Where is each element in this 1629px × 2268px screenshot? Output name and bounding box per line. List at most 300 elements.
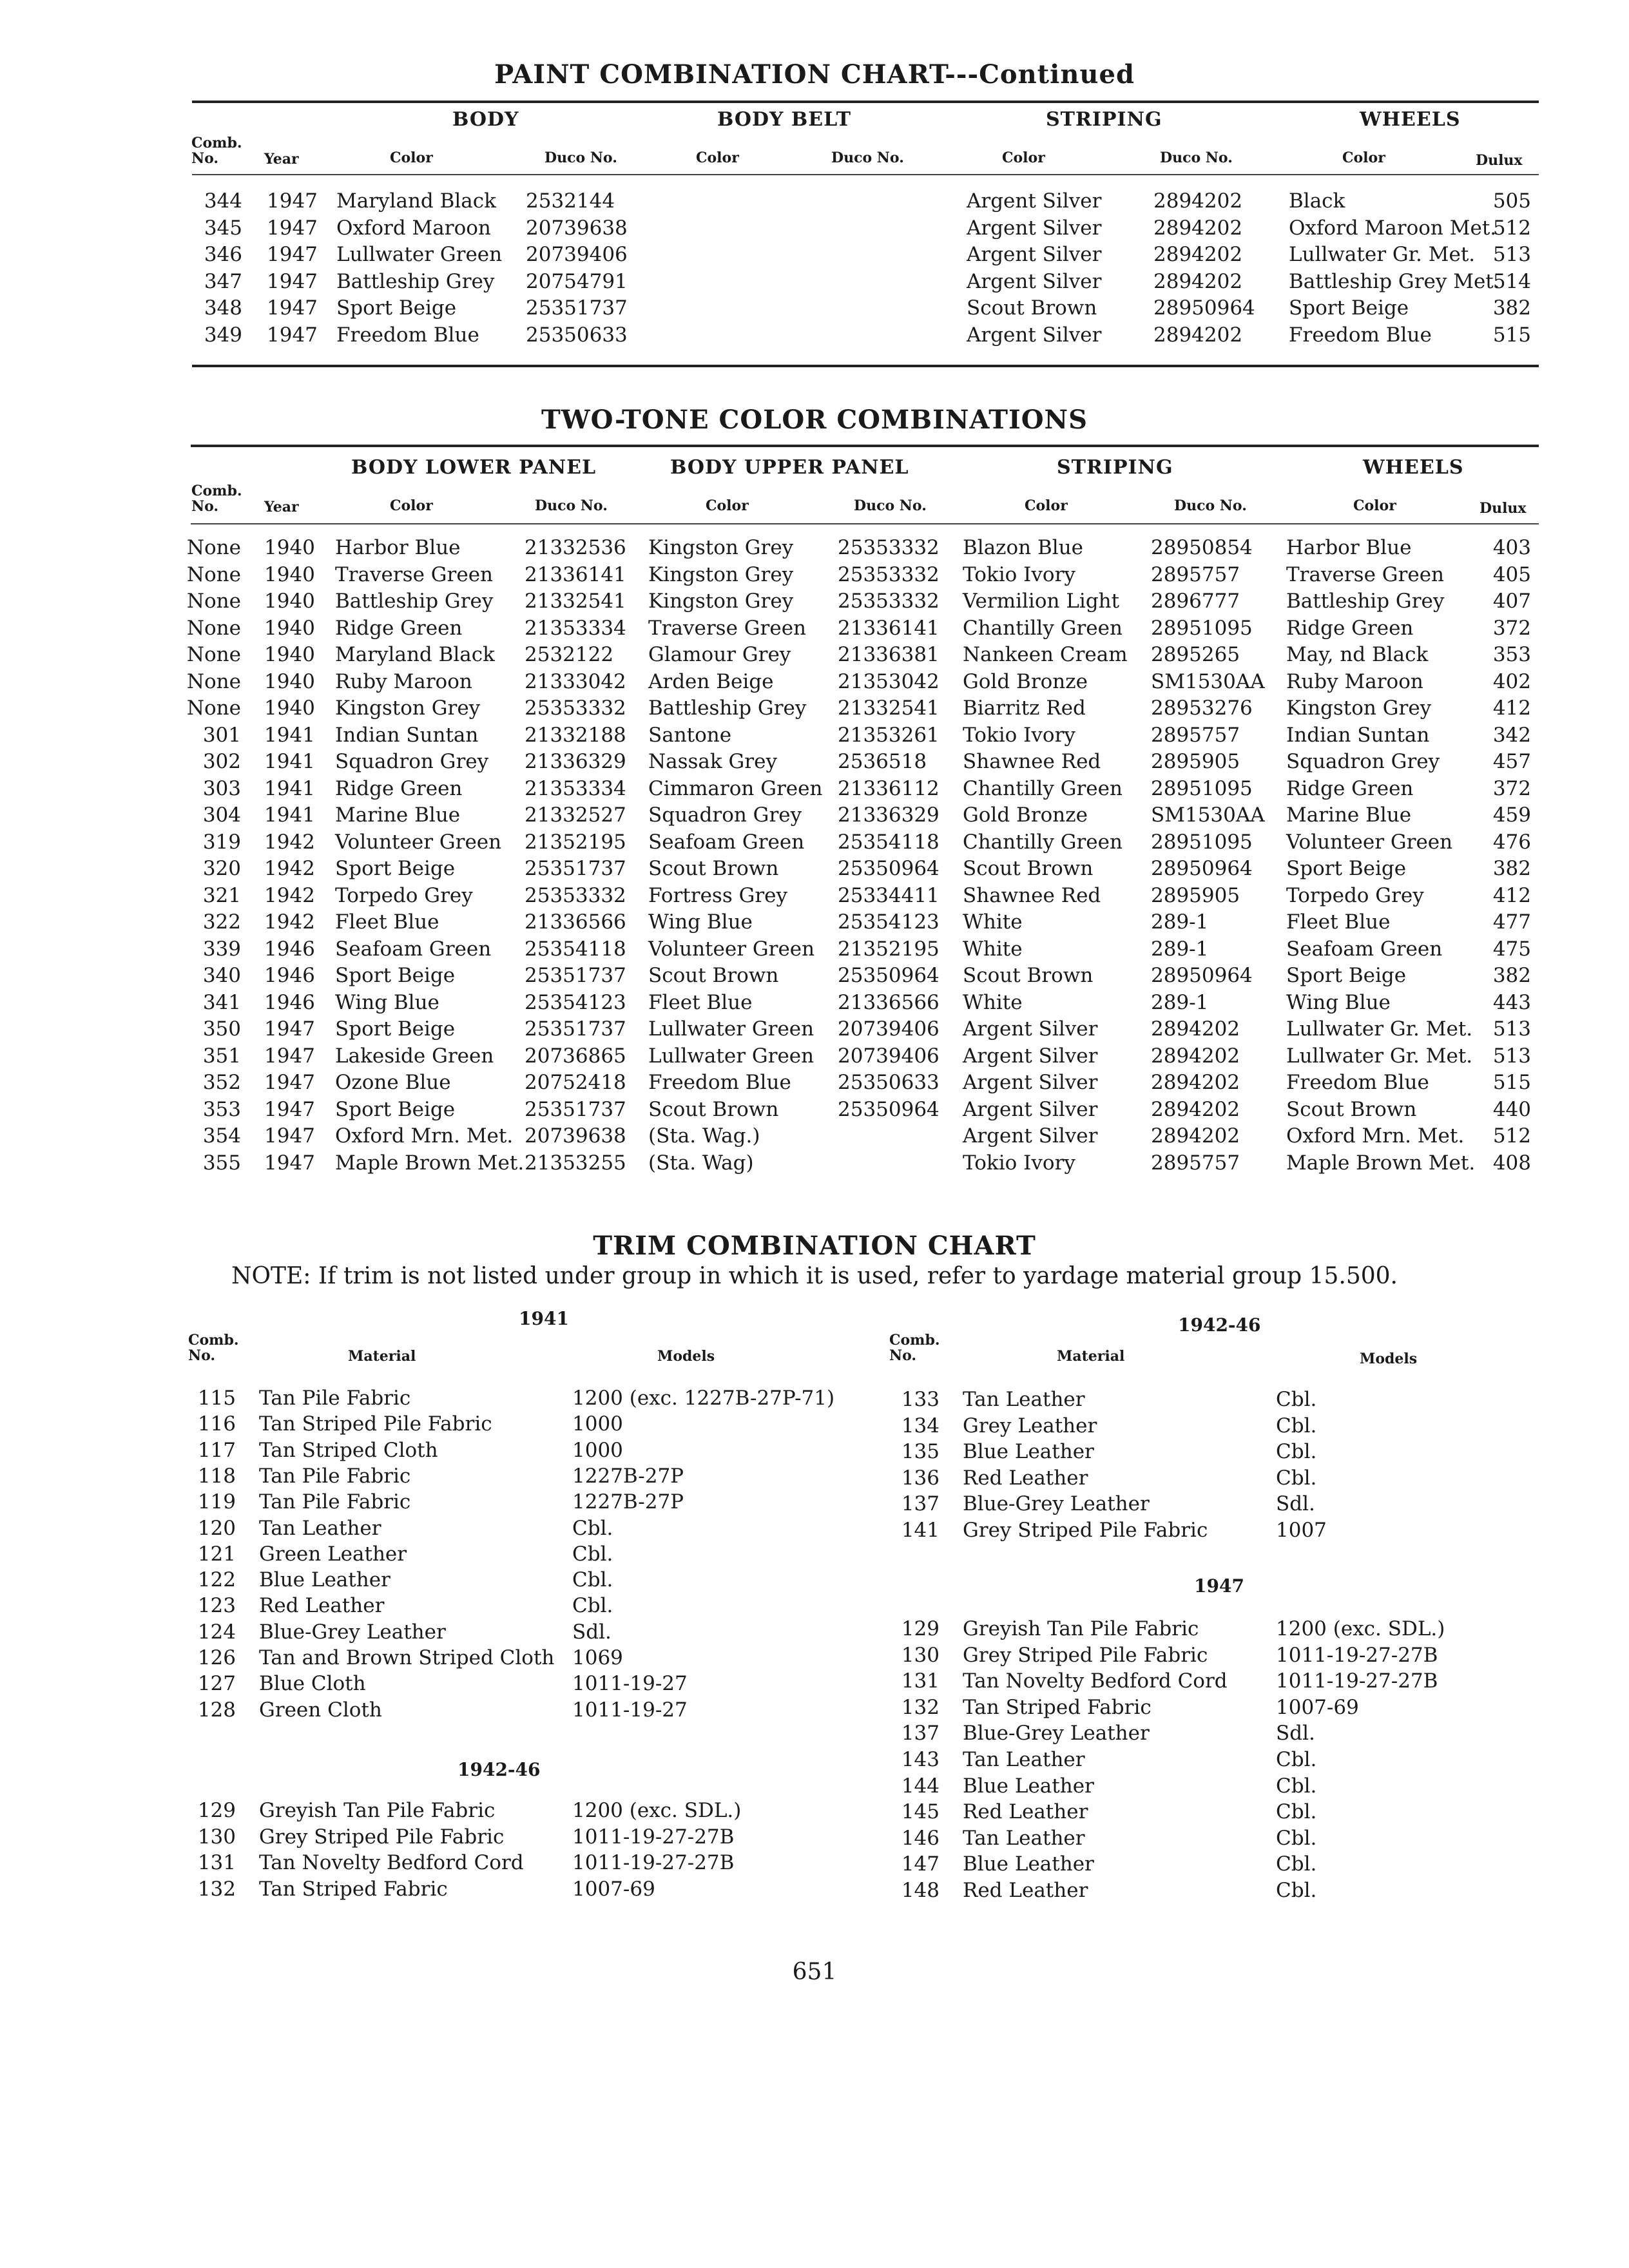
upper-duco-number: 21352195	[838, 937, 940, 961]
upper-duco-number: 25350964	[838, 857, 940, 880]
lower-color: Sport Beige	[335, 1017, 456, 1041]
wheel-color: Ridge Green	[1286, 616, 1414, 640]
models: 1000	[572, 1412, 623, 1436]
striping-duco-number: 2894202	[1153, 269, 1243, 293]
comb-number: 137	[901, 1492, 940, 1515]
upper-color: Volunteer Green	[648, 937, 815, 961]
comb-number: 346	[204, 243, 242, 267]
striping-duco-number: 28951095	[1151, 616, 1253, 640]
wheel-dulux-number: 514	[1492, 269, 1531, 293]
year: 1942	[264, 830, 315, 854]
lower-duco-number: 25353332	[525, 697, 626, 720]
year: 1940	[264, 697, 315, 720]
trim-right-col-material: Material	[1057, 1348, 1125, 1365]
upper-duco-number: 21336566	[838, 990, 940, 1014]
comb-number: 353	[202, 1097, 241, 1121]
comb-number: 354	[202, 1124, 241, 1148]
material: Tan Leather	[963, 1826, 1085, 1850]
trim-row	[0, 1773, 1629, 1800]
material: Blue-Grey Leather	[963, 1492, 1150, 1515]
lower-duco-number: 21353334	[525, 616, 626, 640]
comb-number: 118	[197, 1464, 236, 1488]
lower-duco-number: 21332527	[525, 803, 626, 827]
material: Green Leather	[259, 1542, 407, 1566]
body-duco-number: 20739406	[526, 243, 628, 267]
comb-number: 130	[901, 1643, 940, 1667]
year: 1946	[264, 964, 315, 987]
wheel-color: May, nd Black	[1286, 643, 1429, 666]
upper-color: Seafoam Green	[648, 830, 805, 854]
wheel-dulux-number: 513	[1492, 1017, 1531, 1041]
twotone-table-row	[0, 562, 1629, 588]
upper-duco-number: 21332541	[838, 697, 940, 720]
models: Sdl.	[572, 1620, 612, 1644]
wheel-dulux-number: 457	[1492, 750, 1531, 773]
striping-duco-number: 2895265	[1151, 643, 1240, 666]
comb-number: 119	[197, 1490, 236, 1514]
striping-duco-number: 2894202	[1153, 216, 1243, 240]
trim-row	[0, 1413, 1629, 1439]
lower-duco-number: 21332536	[525, 536, 626, 559]
upper-duco-number: 25353332	[838, 562, 940, 586]
comb-number: 339	[202, 937, 241, 961]
wheel-dulux-number: 476	[1492, 830, 1531, 854]
twotone-table-row	[0, 535, 1629, 561]
body-duco-number: 2532144	[526, 189, 615, 213]
lower-color: Torpedo Grey	[335, 883, 473, 907]
models: 1200 (exc. SDL.)	[572, 1799, 742, 1822]
paint-table-row	[0, 242, 1629, 268]
wheel-dulux-number: 412	[1492, 697, 1531, 720]
striping-color: Vermilion Light	[963, 590, 1120, 613]
wheel-dulux-number: 505	[1492, 189, 1531, 213]
twotone-col-upper-color: Color	[706, 497, 749, 514]
lower-duco-number: 21336566	[525, 910, 626, 934]
upper-color: Kingston Grey	[648, 562, 794, 586]
models: 1011-19-27-27B	[572, 1825, 735, 1849]
twotone-table-row	[0, 856, 1629, 882]
lower-duco-number: 25351737	[525, 1017, 626, 1041]
lower-duco-number: 25354118	[525, 937, 626, 961]
wheel-color: Oxford Mrn. Met.	[1286, 1124, 1465, 1148]
twotone-table-row	[0, 1043, 1629, 1070]
wheel-color: Torpedo Grey	[1286, 883, 1424, 907]
striping-duco-number: 2894202	[1151, 1044, 1240, 1068]
comb-number: 131	[901, 1669, 940, 1693]
models: Cbl.	[1276, 1388, 1317, 1411]
striping-color: Nankeen Cream	[963, 643, 1128, 666]
striping-duco-number: 28953276	[1151, 697, 1253, 720]
upper-color: Battleship Grey	[648, 697, 807, 720]
upper-duco-number: 2536518	[838, 750, 927, 773]
trim-row	[0, 1517, 1629, 1544]
upper-color: Kingston Grey	[648, 536, 794, 559]
wheel-color: Indian Suntan	[1286, 723, 1430, 747]
year: 1941	[264, 776, 315, 800]
paint-table-row	[0, 188, 1629, 215]
twotone-table-row	[0, 642, 1629, 668]
models: 1007-69	[1276, 1695, 1359, 1719]
striping-color: White	[963, 910, 1023, 934]
upper-color: Kingston Grey	[648, 590, 794, 613]
lower-duco-number: 21336141	[525, 562, 626, 586]
trim-row	[0, 1747, 1629, 1773]
twotone-group-striping: STRIPING	[1057, 456, 1173, 479]
comb-number: 148	[901, 1879, 940, 1902]
upper-duco-number: 21353261	[838, 723, 940, 747]
lower-color: Battleship Grey	[335, 590, 494, 613]
models: Cbl.	[1276, 1748, 1317, 1771]
paint-bottom-rule	[192, 365, 1539, 367]
trim-left-col-material: Material	[348, 1348, 416, 1365]
comb-number: 322	[202, 910, 241, 934]
body-duco-number: 25351737	[526, 296, 628, 320]
wheel-dulux-number: 342	[1492, 723, 1531, 747]
lower-duco-number: 25353332	[525, 883, 626, 907]
striping-color: Biarritz Red	[963, 697, 1086, 720]
material: Grey Striped Pile Fabric	[963, 1643, 1208, 1667]
comb-number: 131	[197, 1851, 236, 1874]
striping-duco-number: 28950964	[1151, 964, 1253, 987]
comb-number: 352	[202, 1071, 241, 1094]
wheel-dulux-number: 512	[1492, 1124, 1531, 1148]
lower-color: Sport Beige	[335, 1097, 456, 1121]
striping-duco-number: 28950854	[1151, 536, 1253, 559]
striping-duco-number: 28950964	[1153, 296, 1255, 320]
lower-color: Seafoam Green	[335, 937, 492, 961]
year: 1947	[264, 1044, 315, 1068]
year: 1940	[264, 536, 315, 559]
striping-duco-number: 2894202	[1153, 243, 1243, 267]
models: Cbl.	[1276, 1440, 1317, 1463]
comb-number: 304	[202, 803, 241, 827]
year: 1947	[267, 189, 318, 213]
material: Tan Striped Cloth	[259, 1438, 438, 1462]
comb-number: 137	[901, 1722, 940, 1745]
comb-number: None	[186, 616, 241, 640]
comb-number: 321	[202, 883, 241, 907]
twotone-table-row	[0, 722, 1629, 749]
material: Blue-Grey Leather	[259, 1620, 446, 1644]
striping-color: Chantilly Green	[963, 616, 1123, 640]
models: 1200 (exc. SDL.)	[1276, 1617, 1445, 1640]
striping-color: Scout Brown	[963, 964, 1094, 987]
wheel-dulux-number: 440	[1492, 1097, 1531, 1121]
upper-color: Lullwater Green	[648, 1044, 815, 1068]
trim-row	[0, 1668, 1629, 1695]
striping-duco-number: 289-1	[1151, 910, 1209, 934]
wheel-dulux-number: 382	[1492, 857, 1531, 880]
striping-color: Argent Silver	[963, 1071, 1098, 1094]
material: Tan Leather	[963, 1748, 1085, 1771]
year: 1940	[264, 590, 315, 613]
comb-number: 303	[202, 776, 241, 800]
trim-row	[0, 1387, 1629, 1413]
upper-duco-number: 21336329	[838, 803, 940, 827]
striping-color: Argent Silver	[967, 189, 1102, 213]
paint-col-body-color: Color	[390, 149, 433, 166]
lower-duco-number: 21353334	[525, 776, 626, 800]
trim-right-col-comb: Comb. No.	[889, 1332, 940, 1364]
year: 1946	[264, 990, 315, 1014]
striping-duco-number: 2894202	[1151, 1097, 1240, 1121]
lower-duco-number: 21332541	[525, 590, 626, 613]
paint-top-rule	[192, 101, 1539, 103]
comb-number: 128	[197, 1698, 236, 1722]
comb-number: None	[186, 562, 241, 586]
paint-chart-title: PAINT COMBINATION CHART---Continued	[494, 59, 1135, 90]
wheel-dulux-number: 403	[1492, 536, 1531, 559]
twotone-table-row	[0, 883, 1629, 909]
comb-number: 143	[901, 1748, 940, 1771]
body-color: Battleship Grey	[336, 269, 495, 293]
lower-duco-number: 25351737	[525, 857, 626, 880]
twotone-table-row	[0, 1097, 1629, 1123]
striping-duco-number: 28951095	[1151, 776, 1253, 800]
comb-number: 351	[202, 1044, 241, 1068]
material: Blue Leather	[963, 1440, 1094, 1463]
material: Tan Leather	[259, 1516, 381, 1540]
year: 1940	[264, 616, 315, 640]
models: Sdl.	[1276, 1492, 1315, 1515]
trim-row	[0, 1616, 1629, 1642]
lower-duco-number: 20739638	[525, 1124, 626, 1148]
material: Tan Striped Fabric	[963, 1695, 1152, 1719]
comb-number: 355	[202, 1151, 241, 1175]
striping-color: Scout Brown	[963, 857, 1094, 880]
body-duco-number: 20739638	[526, 216, 628, 240]
material: Grey Leather	[963, 1414, 1097, 1437]
wheel-dulux-number: 443	[1492, 990, 1531, 1014]
body-color: Sport Beige	[336, 296, 457, 320]
striping-duco-number: 2895905	[1151, 883, 1240, 907]
material: Red Leather	[259, 1594, 385, 1618]
striping-duco-number: 2895757	[1151, 1151, 1240, 1175]
wheel-dulux-number: 412	[1492, 883, 1531, 907]
striping-color: Tokio Ivory	[963, 723, 1075, 747]
striping-color: Gold Bronze	[963, 669, 1088, 693]
year: 1941	[264, 750, 315, 773]
striping-color: Argent Silver	[963, 1044, 1098, 1068]
upper-duco-number: 25353332	[838, 590, 940, 613]
lower-color: Indian Suntan	[335, 723, 479, 747]
year: 1947	[267, 296, 318, 320]
striping-duco-number: 2895757	[1151, 723, 1240, 747]
trim-left-col-models: Models	[657, 1348, 715, 1365]
material: Tan Pile Fabric	[259, 1464, 411, 1488]
models: Cbl.	[1276, 1466, 1317, 1490]
comb-number: 127	[197, 1672, 236, 1696]
paint-col-wheel-color: Color	[1342, 149, 1385, 166]
material: Tan Striped Pile Fabric	[259, 1412, 492, 1436]
comb-number: 340	[202, 964, 241, 987]
models: 1007-69	[572, 1877, 655, 1901]
comb-number: 145	[901, 1800, 940, 1824]
models: 1011-19-27-27B	[572, 1851, 735, 1874]
lower-duco-number: 21333042	[525, 669, 626, 693]
models: 1069	[572, 1646, 623, 1669]
comb-number: 147	[901, 1852, 940, 1876]
upper-duco-number: 25353332	[838, 536, 940, 559]
wheel-color: Sport Beige	[1286, 857, 1407, 880]
lower-duco-number: 21352195	[525, 830, 626, 854]
year: 1947	[267, 323, 318, 347]
year: 1947	[264, 1017, 315, 1041]
page-number: 651	[792, 1959, 837, 1985]
lower-color: Maryland Black	[335, 643, 495, 666]
striping-color: Chantilly Green	[963, 776, 1123, 800]
trim-left-group-1941: 1941	[519, 1308, 569, 1329]
trim-row	[0, 1541, 1629, 1568]
wheel-color: Lullwater Gr. Met.	[1289, 243, 1476, 267]
lower-duco-number: 20752418	[525, 1071, 626, 1094]
wheel-color: Harbor Blue	[1286, 536, 1412, 559]
upper-duco-number: 21336381	[838, 643, 940, 666]
striping-color: Argent Silver	[967, 323, 1102, 347]
models: 1200 (exc. 1227B-27P-71)	[572, 1387, 835, 1410]
comb-number: None	[186, 536, 241, 559]
trim-row	[0, 1439, 1629, 1465]
wheel-color: Wing Blue	[1286, 990, 1391, 1014]
wheel-color: Marine Blue	[1286, 803, 1412, 827]
wheel-color: Ridge Green	[1286, 776, 1414, 800]
twotone-col-lower-duco: Duco No.	[535, 497, 608, 514]
material: Tan Novelty Bedford Cord	[963, 1669, 1228, 1693]
upper-color: Scout Brown	[648, 857, 779, 880]
trim-row	[0, 1491, 1629, 1517]
wheel-color: Battleship Grey Met.	[1289, 269, 1500, 293]
lower-color: Ozone Blue	[335, 1071, 451, 1094]
striping-color: White	[963, 990, 1023, 1014]
trim-row	[0, 1799, 1629, 1825]
wheel-dulux-number: 512	[1492, 216, 1531, 240]
material: Blue Cloth	[259, 1672, 366, 1696]
models: 1011-19-27-27B	[1276, 1669, 1438, 1693]
upper-duco-number: 25350633	[838, 1071, 940, 1094]
wheel-color: Squadron Grey	[1286, 750, 1440, 773]
wheel-dulux-number: 402	[1492, 669, 1531, 693]
upper-color: Fleet Blue	[648, 990, 753, 1014]
striping-duco-number: 2895757	[1151, 562, 1240, 586]
upper-duco-number: 25334411	[838, 883, 940, 907]
year: 1947	[267, 243, 318, 267]
lower-duco-number: 21336329	[525, 750, 626, 773]
models: Cbl.	[1276, 1852, 1317, 1876]
twotone-top-rule	[191, 445, 1539, 447]
material: Blue Leather	[963, 1852, 1094, 1876]
lower-duco-number: 20736865	[525, 1044, 626, 1068]
twotone-table-row	[0, 695, 1629, 722]
trim-row	[0, 1878, 1629, 1904]
material: Greyish Tan Pile Fabric	[259, 1799, 496, 1822]
wheel-dulux-number: 405	[1492, 562, 1531, 586]
lower-color: Traverse Green	[335, 562, 494, 586]
paint-col-belt-duco: Duco No.	[831, 149, 904, 166]
material: Tan and Brown Striped Cloth	[259, 1646, 555, 1669]
trim-row	[0, 1851, 1629, 1878]
upper-color: Scout Brown	[648, 1097, 779, 1121]
year: 1941	[264, 803, 315, 827]
striping-duco-number: 2894202	[1153, 189, 1243, 213]
comb-number: 120	[197, 1516, 236, 1540]
lower-color: Wing Blue	[335, 990, 439, 1014]
models: Cbl.	[572, 1516, 613, 1540]
striping-color: Tokio Ivory	[963, 1151, 1075, 1175]
material: Tan Leather	[963, 1388, 1085, 1411]
wheel-color: Fleet Blue	[1286, 910, 1391, 934]
twotone-table-row	[0, 936, 1629, 963]
comb-number: 117	[197, 1438, 236, 1462]
material: Red Leather	[963, 1879, 1088, 1902]
comb-number: 123	[197, 1594, 236, 1618]
twotone-table-row	[0, 588, 1629, 615]
striping-duco-number: 2895905	[1151, 750, 1240, 773]
twotone-col-upper-duco: Duco No.	[854, 497, 927, 514]
comb-number: None	[186, 590, 241, 613]
twotone-col-wheel-color: Color	[1353, 497, 1396, 514]
trim-left-col-comb: Comb. No.	[188, 1332, 239, 1364]
twotone-table-row	[0, 829, 1629, 856]
models: 1011-19-27	[572, 1672, 688, 1696]
wheel-dulux-number: 372	[1492, 616, 1531, 640]
comb-number: 345	[204, 216, 242, 240]
models: 1227B-27P	[572, 1490, 684, 1514]
twotone-group-wheels: WHEELS	[1363, 456, 1464, 479]
upper-color: Cimmaron Green	[648, 776, 823, 800]
lower-color: Sport Beige	[335, 857, 456, 880]
material: Blue-Grey Leather	[963, 1722, 1150, 1745]
striping-color: Chantilly Green	[963, 830, 1123, 854]
material: Tan Novelty Bedford Cord	[259, 1851, 524, 1874]
upper-color: Arden Beige	[648, 669, 774, 693]
models: Cbl.	[1276, 1774, 1317, 1798]
paint-col-stripe-duco: Duco No.	[1160, 149, 1233, 166]
upper-color: Nassak Grey	[648, 750, 777, 773]
comb-number: 126	[197, 1646, 236, 1669]
lower-color: Volunteer Green	[335, 830, 502, 854]
upper-color: Traverse Green	[648, 616, 807, 640]
wheel-color: Ruby Maroon	[1286, 669, 1423, 693]
lower-color: Harbor Blue	[335, 536, 461, 559]
twotone-table-row	[0, 776, 1629, 802]
body-color: Freedom Blue	[336, 323, 479, 347]
wheel-dulux-number: 407	[1492, 590, 1531, 613]
striping-duco-number: 289-1	[1151, 937, 1209, 961]
striping-duco-number: 2894202	[1151, 1017, 1240, 1041]
trim-title: TRIM COMBINATION CHART	[593, 1231, 1036, 1261]
comb-number: None	[186, 669, 241, 693]
paint-group-body: BODY	[452, 108, 519, 131]
wheel-color: Kingston Grey	[1286, 697, 1432, 720]
paint-table-row	[0, 269, 1629, 295]
striping-duco-number: 28950964	[1151, 857, 1253, 880]
paint-col-dulux: Dulux	[1476, 152, 1523, 169]
models: 1007	[1276, 1518, 1327, 1542]
upper-color: Lullwater Green	[648, 1017, 815, 1041]
striping-color: Argent Silver	[967, 269, 1102, 293]
wheel-color: Volunteer Green	[1286, 830, 1453, 854]
twotone-table-row	[0, 1150, 1629, 1177]
upper-duco-number: 20739406	[838, 1017, 940, 1041]
comb-number: 319	[202, 830, 241, 854]
lower-color: Squadron Grey	[335, 750, 489, 773]
year: 1947	[264, 1124, 315, 1148]
lower-duco-number: 2532122	[525, 643, 614, 666]
body-color: Maryland Black	[336, 189, 496, 213]
lower-duco-number: 25351737	[525, 964, 626, 987]
twotone-col-year: Year	[264, 499, 299, 515]
wheel-dulux-number: 475	[1492, 937, 1531, 961]
